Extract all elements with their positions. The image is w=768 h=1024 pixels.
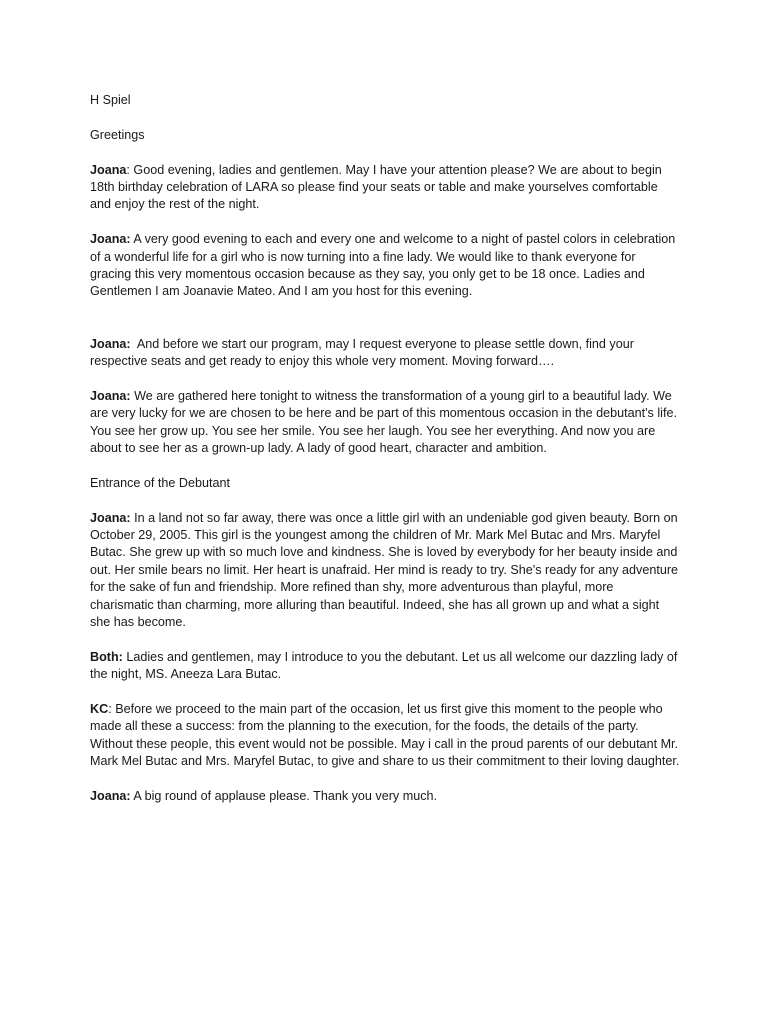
dialogue-paragraph [90,510,680,632]
dialogue-text: We are gathered here tonight to witness the transformation of a young girl to a beautiful lady. We are very lucky for we are chosen to be here and be part of this momentous occasion in the debutant's life. You see her grow up. You see her smile. You see her laugh. You see her everything. And now you are about to see her as a grown-up lady. A lady of good heart, character and ambition. [90,388,677,456]
section-heading-greetings: Greetings [90,127,145,142]
dialogue-paragraph [90,788,680,805]
speaker-name: Joana: [90,336,131,351]
speaker-name: Joana: [90,388,131,403]
dialogue-paragraph [90,162,680,214]
speaker-name: Joana: [90,789,131,804]
dialogue-paragraph [90,336,680,371]
dialogue-text: Before we proceed to the main part of the occasion, let us first give this moment to the people who made all these a success: from the planning to the execution, for the foods, the details of the party. Without these people, this event would not be possible. May i call in the proud parents of our debutant Mr. Mark Mel Butac and Mrs. Maryfel Butac, to give and share to us their commitment to their loving daughter. [90,702,680,769]
dialogue-paragraph [90,701,680,771]
document-title: H Spiel [90,93,131,107]
dialogue-text: A very good evening to each and every one and welcome to a night of pastel colors in celebration of a wonderful life for a girl who is now turning into a fine lady. We would like to thank everyone for gracing this very momentous occasion because as they say, you only get to be 18 once. Ladies and Gentlemen I am Joanavie Mateo. And I am you host for this evening. [90,232,676,299]
speaker-name: KC [90,702,109,717]
section-heading-entrance: Entrance of the Debutant [90,475,231,490]
dialogue-text: A big round of applause please. Thank you very much. [133,789,438,804]
dialogue-text: And before we start our program, may I request everyone to please settle down, find your respective seats and get ready to enjoy this whole very moment. Moving forward…. [90,336,634,369]
dialogue-text: Good evening, ladies and gentlemen. May I have your attention please? We are about to begin 18th birthday celebration of LARA so please find your seats or table and make yourselves comfortable and enjoy the rest of the night. [90,162,662,212]
speaker-name: Both: [90,649,123,664]
speaker-separator: : [126,162,134,177]
dialogue-text: In a land not so far away, there was once a little girl with an undeniable god given beauty. Born on October 29, 2005. This girl is the youngest among the children of Mr. Mark Mel Butac and Mrs. Maryfel Butac. She grew up with so much love and kindness. She is loved by everybody for her beauty inside and out. Her smile bears no limit. Her heart is unafraid. Her mind is ready to try. She's ready for any adventure for the sake of fun and friendship. More refined than shy, more adventurous than playful, more charismatic than charming, more alluring than beautiful. Indeed, she has all grown up and what a sight she has become. [90,510,679,630]
document-page [90,92,680,823]
speaker-name: Joana [90,162,127,177]
speaker-name: Joana: [90,510,131,525]
dialogue-text: Ladies and gentlemen, may I introduce to you the debutant. Let us all welcome our dazzling lady of the night, MS. Aneeza Lara Butac. [90,649,678,682]
dialogue-paragraph [90,231,680,301]
speaker-separator: : [108,702,116,717]
dialogue-paragraph [90,388,680,458]
speaker-name: Joana: [90,232,131,247]
dialogue-paragraph [90,649,680,684]
